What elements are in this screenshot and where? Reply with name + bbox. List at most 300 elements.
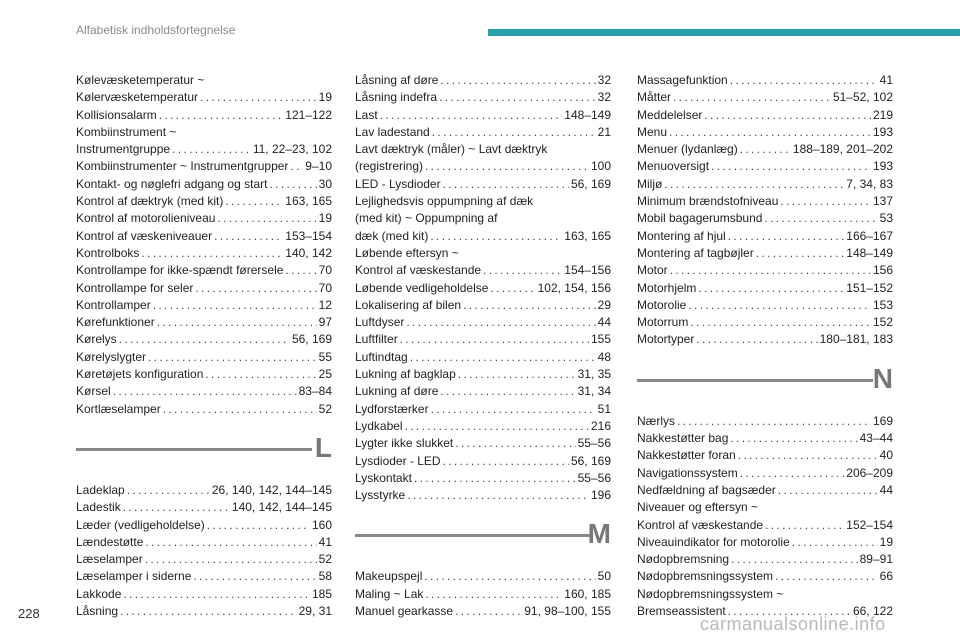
index-entry-line [76, 603, 332, 620]
index-entry [637, 89, 893, 106]
index-pages: 19 [318, 90, 332, 105]
index-pages: 19 [879, 534, 893, 549]
index-pages: 163, 165 [564, 228, 611, 243]
index-entry-line [355, 603, 611, 620]
index-pages: 153–154 [285, 228, 332, 243]
index-pages: 140, 142, 144–145 [231, 500, 332, 515]
dot-leader [483, 262, 562, 279]
index-pages: 44 [879, 482, 893, 497]
index-term: Kørsel [76, 384, 111, 399]
index-entry-line [355, 435, 611, 452]
index-entry-line [637, 89, 893, 106]
dot-leader [119, 331, 290, 348]
index-pages: 91, 98–100, 155 [524, 604, 611, 619]
index-entry-line [76, 89, 332, 106]
index-term: Kontrol af væskeniveauer [76, 228, 213, 243]
dot-leader [148, 349, 317, 366]
index-entry-line [637, 297, 893, 314]
index-entry-line [637, 314, 893, 331]
index-pages: 58 [318, 569, 332, 584]
index-entry [355, 401, 611, 418]
section-letter-header [76, 432, 332, 472]
index-pages: 193 [872, 124, 893, 139]
index-entry-line [76, 482, 332, 499]
dot-leader [711, 158, 871, 175]
index-pages: 66, 122 [852, 604, 893, 619]
index-entry [76, 331, 332, 348]
index-entry [76, 262, 332, 279]
index-pages: 12 [318, 297, 332, 312]
index-pages: 56, 169 [291, 332, 332, 347]
index-pages: 153 [872, 297, 893, 312]
watermark: carmanualsonline.info [700, 614, 886, 634]
index-entry [355, 72, 611, 89]
index-entry-line [637, 447, 893, 464]
dot-leader [463, 297, 596, 314]
dot-leader [200, 89, 317, 106]
index-entry-line [76, 517, 332, 534]
dot-leader [205, 366, 316, 383]
dot-leader [664, 176, 844, 193]
index-pages: 196 [590, 488, 611, 503]
dot-leader [677, 413, 871, 430]
section-divider [355, 534, 591, 537]
dot-leader [159, 107, 284, 124]
index-entry [637, 568, 893, 585]
index-entry [355, 586, 611, 603]
index-entry-line [76, 366, 332, 383]
index-term: Navigationssystem [637, 465, 738, 480]
index-term: Menu [637, 124, 668, 139]
index-entry-prefix: Nødopbremsningssystem ~ [637, 586, 784, 601]
index-pages: 154–156 [564, 263, 611, 278]
index-term: Kontrollampe for seler [76, 280, 194, 295]
dot-leader [740, 465, 845, 482]
index-pages: 32 [597, 90, 611, 105]
index-term: Manuel gearkasse [355, 604, 454, 619]
index-term: Lydkabel [355, 418, 403, 433]
index-entry-line [76, 401, 332, 418]
index-entry [637, 158, 893, 175]
index-term: Montering af hjul [637, 228, 726, 243]
index-entry [76, 551, 332, 568]
index-entry-line [355, 158, 611, 175]
index-term: Menuoversigt [637, 159, 710, 174]
dot-leader [670, 262, 871, 279]
index-pages: 55–56 [577, 470, 611, 485]
index-pages: 70 [318, 280, 332, 295]
index-pages: 83–84 [298, 384, 332, 399]
index-term: Mobil bagagerumsbund [637, 211, 763, 226]
dot-leader [406, 314, 595, 331]
dot-leader [792, 534, 878, 551]
index-entry-line [355, 568, 611, 585]
index-pages: 193 [872, 159, 893, 174]
index-pages: 140, 142 [285, 245, 332, 260]
index-entry-prefix: Kølevæsketemperatur ~ [76, 73, 205, 87]
index-entry [76, 401, 332, 418]
index-term: Kontrol af dæktryk (med kit) [76, 194, 224, 209]
index-term: Niveauindikator for motorolie [637, 534, 790, 549]
index-pages: 185 [311, 586, 332, 601]
index-term: Nødopbremsning [637, 552, 730, 567]
index-pages: 160, 185 [564, 586, 611, 601]
index-entry-line [76, 210, 332, 227]
dot-leader [704, 107, 871, 124]
index-pages: 29, 31 [298, 604, 332, 619]
index-pages: 41 [879, 73, 893, 87]
index-pages: 48 [597, 349, 611, 364]
index-entry [355, 453, 611, 470]
index-entry [76, 534, 332, 551]
index-entry-line [76, 568, 332, 585]
index-entry-line [355, 401, 611, 418]
index-pages: 29 [597, 297, 611, 312]
dot-leader [172, 141, 251, 158]
index-entry [76, 228, 332, 245]
index-pages: 40 [879, 448, 893, 463]
index-term: Bremseassistent [637, 604, 726, 619]
dot-leader [425, 586, 562, 603]
index-entry [76, 193, 332, 210]
index-term: Motorhjelm [637, 280, 697, 295]
dot-leader [424, 568, 595, 585]
dot-leader [738, 447, 878, 464]
section-divider [76, 448, 312, 451]
section-letter-header [355, 518, 611, 558]
index-term: Måtter [637, 90, 672, 105]
index-term: Nedfældning af bagsæder [637, 482, 776, 497]
dot-leader [688, 297, 871, 314]
index-term: Lygter ikke slukket [355, 436, 454, 451]
dot-leader [728, 228, 845, 245]
index-entry [355, 603, 611, 620]
index-entry [637, 482, 893, 499]
index-entry-line [355, 72, 611, 89]
index-entry [637, 314, 893, 331]
index-entry-line [355, 487, 611, 504]
index-entry [355, 176, 611, 193]
index-pages: 50 [597, 569, 611, 584]
dot-leader [778, 482, 878, 499]
index-entry [637, 228, 893, 245]
index-entry-line [355, 366, 611, 383]
index-entry [76, 124, 332, 159]
index-pages: 51–52, 102 [832, 90, 893, 105]
index-term: Motorolie [637, 297, 687, 312]
index-pages: 56, 169 [570, 453, 611, 468]
index-pages: 51 [597, 401, 611, 416]
section-letter-header [637, 363, 893, 403]
index-pages: 7, 34, 83 [846, 176, 893, 191]
index-term: Instrumentgruppe [76, 142, 171, 157]
index-term: dæk (med kit) [355, 228, 429, 243]
dot-leader [214, 228, 283, 245]
index-entry [355, 314, 611, 331]
index-entry [637, 262, 893, 279]
index-entry [76, 72, 332, 107]
index-pages: 52 [318, 552, 332, 567]
index-term: Kørelys [76, 332, 117, 347]
index-pages: 100 [590, 159, 611, 174]
dot-leader [740, 141, 791, 158]
index-entry [637, 465, 893, 482]
header-accent-bar [488, 29, 960, 36]
index-entry [355, 418, 611, 435]
index-term: Motortyper [637, 332, 695, 347]
index-pages: 188–189, 201–202 [792, 142, 893, 157]
dot-leader [730, 72, 878, 89]
dot-leader [775, 568, 878, 585]
index-term: Lændestøtte [76, 534, 144, 549]
index-entry [76, 314, 332, 331]
index-entry-line [637, 482, 893, 499]
index-entry-line [355, 349, 611, 366]
index-entry-line [355, 383, 611, 400]
section-divider [637, 379, 873, 382]
index-entry-line [637, 551, 893, 568]
index-pages: 32 [597, 73, 611, 87]
dot-leader [380, 107, 563, 124]
index-term: Last [355, 107, 378, 122]
index-entry [76, 517, 332, 534]
index-term: Kollisionsalarm [76, 107, 157, 122]
index-pages: 121–122 [285, 107, 332, 122]
index-entry-line [76, 228, 332, 245]
index-entry-line [355, 262, 611, 279]
dot-leader [145, 534, 316, 551]
index-term: Løbende vedligeholdelse [355, 280, 489, 295]
index-pages: 160 [311, 517, 332, 532]
index-entry-line [637, 517, 893, 534]
dot-leader [764, 210, 877, 227]
dot-leader [405, 418, 589, 435]
index-entry [76, 482, 332, 499]
index-term: Lyskontakt [355, 470, 412, 485]
index-entry [355, 245, 611, 280]
index-entry [355, 349, 611, 366]
index-term: Lakkode [76, 586, 122, 601]
index-entry [76, 383, 332, 400]
index-entry-line [637, 262, 893, 279]
index-pages: 166–167 [846, 228, 893, 243]
index-entry-line [76, 331, 332, 348]
index-entry-line [355, 280, 611, 297]
index-entry [637, 551, 893, 568]
index-pages: 151–152 [846, 280, 893, 295]
index-pages: 52 [318, 401, 332, 416]
index-entry-prefix: (med kit) ~ Oppumpning af [355, 211, 498, 226]
index-entry-line [637, 331, 893, 348]
index-entry-line [637, 193, 893, 210]
index-entry-line [76, 551, 332, 568]
dot-leader [731, 551, 858, 568]
index-pages: 219 [872, 107, 893, 122]
index-entry [76, 366, 332, 383]
dot-leader [690, 314, 871, 331]
index-entry [637, 534, 893, 551]
index-entry [76, 107, 332, 124]
index-entry [76, 603, 332, 620]
index-term: Luftdyser [355, 315, 405, 330]
index-term: Køretøjets konfiguration [76, 367, 204, 382]
index-term: Kortlæselamper [76, 401, 161, 416]
index-term: Kørelyslygter [76, 349, 147, 364]
index-entry [637, 245, 893, 262]
dot-leader [127, 482, 210, 499]
dot-leader [290, 158, 303, 175]
index-entry-line [637, 245, 893, 262]
index-entry-line [76, 141, 332, 158]
index-term: Meddelelser [637, 107, 703, 122]
index-pages: 152 [872, 315, 893, 330]
index-entry-line [355, 453, 611, 470]
index-entry-line [637, 280, 893, 297]
index-entry-line [76, 280, 332, 297]
dot-leader [765, 517, 844, 534]
index-entry [637, 141, 893, 158]
index-pages: 55 [318, 349, 332, 364]
index-entry [637, 499, 893, 534]
index-entry-line [76, 383, 332, 400]
index-entry [76, 499, 332, 516]
index-entry-line [76, 499, 332, 516]
index-pages: 156 [872, 263, 893, 278]
index-entry [76, 158, 332, 175]
dot-leader [193, 568, 316, 585]
index-term: Lysstyrke [355, 488, 406, 503]
index-entry [355, 107, 611, 124]
dot-leader [285, 262, 316, 279]
index-pages: 102, 154, 156 [537, 280, 611, 295]
index-entry-line [76, 297, 332, 314]
index-entry-line [76, 349, 332, 366]
index-term: (registrering) [355, 159, 424, 174]
index-entry-line [637, 210, 893, 227]
dot-leader [145, 551, 317, 568]
index-term: LED - Lysdioder [355, 176, 441, 191]
dot-leader [490, 280, 535, 297]
index-term: Motor [637, 263, 668, 278]
index-entry-line [76, 314, 332, 331]
index-term: Kontrol af motorolieniveau [76, 211, 216, 226]
index-entry-line [76, 262, 332, 279]
index-entry [76, 568, 332, 585]
index-term: Kontrolboks [76, 245, 140, 260]
index-entry-prefix: Løbende eftersyn ~ [355, 245, 459, 260]
index-entry [76, 349, 332, 366]
index-term: Miljø [637, 176, 663, 191]
index-pages: 97 [318, 315, 332, 330]
index-pages: 11, 22–23, 102 [252, 142, 332, 157]
index-term: Lukning af døre [355, 384, 439, 399]
index-term: Ladestik [76, 500, 121, 515]
dot-leader [113, 383, 297, 400]
index-entry-line [637, 568, 893, 585]
index-column-3 [637, 72, 893, 620]
index-entry-line [637, 107, 893, 124]
index-term: Læder (vedligeholdelse) [76, 517, 205, 532]
index-entry-line [355, 331, 611, 348]
dot-leader [443, 176, 569, 193]
index-entry [637, 447, 893, 464]
index-entry [355, 487, 611, 504]
index-entry-line [637, 465, 893, 482]
index-pages: 89–91 [859, 552, 893, 567]
dot-leader [696, 331, 817, 348]
index-entry [355, 366, 611, 383]
index-entry-line [355, 418, 611, 435]
index-pages: 26, 140, 142, 144–145 [211, 482, 332, 497]
index-entry-line [76, 245, 332, 262]
dot-leader [153, 297, 317, 314]
dot-leader [141, 245, 283, 262]
index-entry [355, 331, 611, 348]
index-pages: 152–154 [846, 517, 893, 532]
index-entry [637, 107, 893, 124]
index-pages: 155 [590, 332, 611, 347]
index-pages: 66 [879, 569, 893, 584]
index-entry-prefix: Kombiinstrument ~ [76, 124, 177, 139]
index-pages: 31, 35 [577, 367, 611, 382]
index-term: Læselamper [76, 552, 143, 567]
index-term: Kontakt- og nøglefri adgang og start [76, 176, 268, 191]
index-term: Luftfilter [355, 332, 398, 347]
index-pages: 148–149 [564, 107, 611, 122]
index-entry [355, 193, 611, 245]
index-entry-line [355, 586, 611, 603]
dot-leader [407, 487, 589, 504]
index-entry-prefix: Niveauer og eftersyn ~ [637, 500, 759, 515]
dot-leader [157, 314, 317, 331]
index-term: Kontrollampe for ikke-spændt førersele [76, 263, 284, 278]
index-term: Luftindtag [355, 349, 408, 364]
index-pages: 137 [872, 194, 893, 209]
index-entry-line [355, 107, 611, 124]
index-entry-line [76, 534, 332, 551]
index-entry-line [637, 176, 893, 193]
index-column-2 [355, 72, 611, 620]
index-term: Menuer (lydanlæg) [637, 142, 738, 157]
index-entry-line [355, 297, 611, 314]
index-term: Lydforstærker [355, 401, 429, 416]
dot-leader [780, 193, 871, 210]
index-term: Kombiinstrumenter ~ Instrumentgrupper [76, 159, 289, 174]
index-entry-line [355, 314, 611, 331]
index-pages: 53 [879, 211, 893, 226]
index-pages: 30 [318, 176, 332, 191]
index-entry [637, 124, 893, 141]
section-letter: N [872, 362, 893, 394]
dot-leader [207, 517, 310, 534]
dot-leader [425, 158, 589, 175]
index-term: Kørefunktioner [76, 315, 155, 330]
index-entry [637, 176, 893, 193]
dot-leader [458, 366, 576, 383]
index-term: Ladeklap [76, 482, 125, 497]
index-entry [637, 331, 893, 348]
index-pages: 163, 165 [285, 194, 332, 209]
index-pages: 31, 34 [577, 384, 611, 399]
index-pages: 55–56 [577, 436, 611, 451]
index-term: Læselamper i siderne [76, 569, 192, 584]
dot-leader [123, 499, 230, 516]
dot-leader [698, 280, 844, 297]
index-entry [355, 124, 611, 141]
index-entry [637, 297, 893, 314]
dot-leader [730, 430, 857, 447]
dot-leader [440, 72, 595, 89]
